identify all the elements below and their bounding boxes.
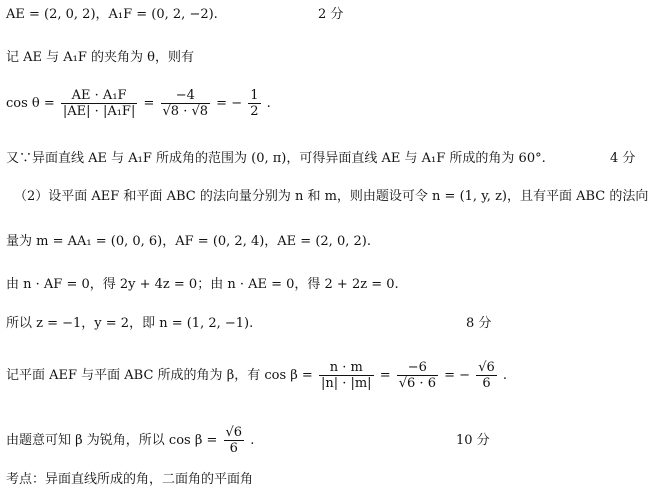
fraction-denominator: 6 xyxy=(229,441,238,456)
score-4: 4 分 xyxy=(610,151,636,166)
fraction-values xyxy=(161,88,211,119)
fraction-result xyxy=(224,425,245,456)
fraction-denominator: 6 xyxy=(482,376,491,391)
line-dot-product-equations: 由 n · AF = 0，得 2y + 4z = 0；由 n · AE = 0，得 2 + 2z = 0. xyxy=(6,277,399,292)
equals-minus: = − xyxy=(444,368,471,383)
fraction-denominator: √6 · 6 xyxy=(398,376,436,391)
fraction-denominator: |n| · |m| xyxy=(320,376,372,391)
period: . xyxy=(266,96,271,111)
fraction-denominator: |AE| · |A₁F| xyxy=(62,104,136,119)
fraction-numerator: √6 xyxy=(225,425,243,440)
fraction-dot-over-norms xyxy=(319,360,374,391)
line-cos-theta-formula xyxy=(6,88,271,119)
fraction-numerator: −4 xyxy=(161,88,211,104)
line-key-points: 考点：异面直线所成的角，二面角的平面角 xyxy=(6,472,254,487)
conclusion-label: 由题意可知 β 为锐角，所以 cos β = xyxy=(6,433,218,448)
equals-sign: = xyxy=(379,368,391,383)
line-part2-normal-vectors: （2）设平面 AEF 和平面 ABC 的法向量分别为 n 和 m，则由题设可令 n = (1, y, z)，且有平面 ABC 的法向 xyxy=(14,189,649,204)
fraction-dot-over-norms xyxy=(61,88,137,119)
score-8: 8 分 xyxy=(466,316,492,331)
fraction-result xyxy=(248,88,260,119)
period: . xyxy=(250,433,255,448)
line-angle-theta-intro: 记 AE 与 A₁F 的夹角为 θ，则有 xyxy=(6,50,194,65)
line-vectors-ae-a1f: AE = (2, 0, 2)，A₁F = (0, 2, −2). xyxy=(6,7,218,22)
fraction-numerator: 1 xyxy=(250,88,259,103)
score-2: 2 分 xyxy=(318,7,344,22)
fraction-numerator: AE · A₁F xyxy=(61,88,137,104)
equals-sign: = xyxy=(143,96,155,111)
line-acute-angle-conclusion xyxy=(6,425,254,456)
period: . xyxy=(502,368,508,383)
cos-beta-label: 记平面 AEF 与平面 ABC 所成的角为 β，有 cos β = xyxy=(6,368,313,383)
line-solution-n: 所以 z = −1，y = 2，即 n = (1, 2, −1). xyxy=(6,316,254,331)
fraction-denominator: 2 xyxy=(250,104,259,119)
cos-theta-label: cos θ = xyxy=(6,96,55,111)
score-10: 10 分 xyxy=(456,433,490,448)
fraction-result xyxy=(476,360,497,391)
line-vector-m-af-ae: 量为 m = AA₁ = (0, 0, 6)，AF = (0, 2, 4)，AE = (2, 0, 2). xyxy=(6,234,371,249)
line-cos-beta-formula xyxy=(6,360,507,391)
line-skew-lines-angle: 又∵异面直线 AE 与 A₁F 所成角的范围为 (0, π)，可得异面直线 AE 与 A₁F 所成的角为 60°. xyxy=(6,151,546,166)
fraction-numerator: n · m xyxy=(319,360,374,376)
equals-minus: = − xyxy=(216,96,243,111)
fraction-numerator: √6 xyxy=(478,360,495,375)
fraction-numerator: −6 xyxy=(397,360,438,376)
fraction-denominator: √8 · √8 xyxy=(162,104,209,119)
fraction-values xyxy=(397,360,438,391)
